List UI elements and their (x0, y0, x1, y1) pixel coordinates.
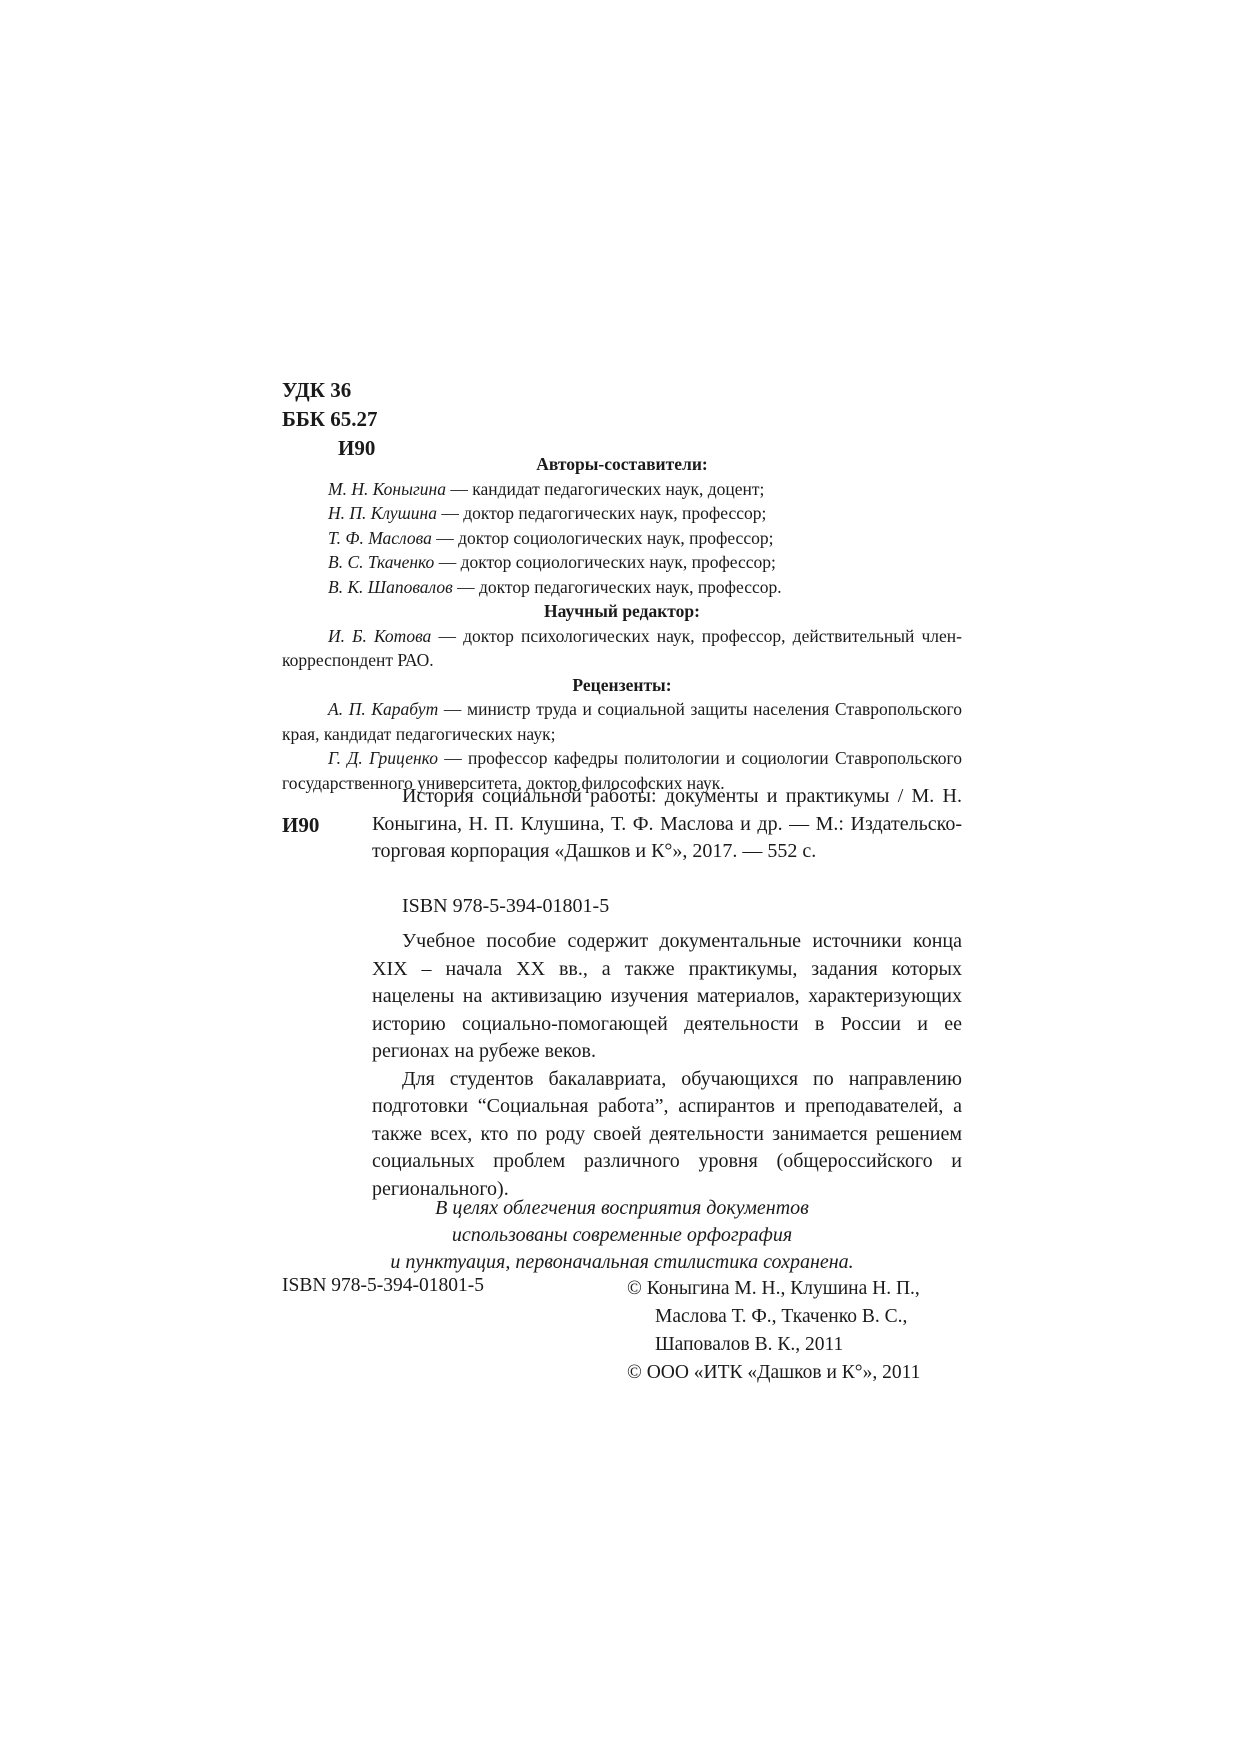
classification-codes (282, 376, 378, 463)
footer-isbn: ISBN 978-5-394-01801-5 (282, 1275, 485, 1296)
editor-name: И. Б. Котова (328, 625, 432, 646)
annotation-paragraph: Учебное пособие содержит документальные источники конца XIX – начала XX вв., а также практикумы, задания которых нацелены на активизацию изучения материалов, характеризующих историю социально-помогающей деятельности в России и ее регионах на рубеже веков. (372, 930, 962, 1062)
author-mark: И90 (338, 436, 376, 460)
reviewer-name: Г. Д. Гриценко (328, 748, 438, 768)
udk-code: УДК 36 (282, 378, 352, 402)
author-line (282, 477, 962, 502)
author-line (282, 526, 962, 551)
copyright-block (627, 1275, 920, 1387)
bibliographic-text: История социальной работы: документы и практикумы / М. Н. Коныгина, Н. П. Клушина, Т. Ф. Маслова и др. — М.: Издательско-торговая корпорация «Дашков и К°», 2017. — 552 с. (372, 785, 962, 862)
author-name: Т. Ф. Маслова (328, 527, 432, 548)
editor-heading: Научный редактор: (544, 601, 700, 621)
reviewer-desc: — профессор кафедры политологии и социологии Ставропольского государственного университета, доктор философских наук. (282, 748, 962, 793)
bbk-code: ББК 65.27 (282, 407, 378, 431)
annotation-paragraph: Для студентов бакалавриата, обучающихся по направлению подготовки “Социальная работа”, аспирантов и преподавателей, а также всех, кто по роду своей деятельности занимается решением социальных проблем различного уровня (общероссийского и регионального). (372, 1067, 962, 1200)
note-line: В целях облегчения восприятия документов (435, 1197, 809, 1219)
copyright-line: Маслова Т. Ф., Ткаченко В. С., (655, 1306, 908, 1327)
author-desc: — доктор педагогических наук, профессор. (452, 576, 782, 597)
author-line (282, 550, 962, 575)
reviewer-desc: — министр труда и социальной защиты населения Ставропольского края, кандидат педагогических наук; (282, 699, 962, 744)
note-line: и пунктуация, первоначальная стилистика сохранена. (390, 1251, 854, 1273)
reviewers-heading: Рецензенты: (572, 674, 672, 695)
author-name: В. С. Ткаченко (328, 552, 435, 572)
reviewer-line (282, 697, 962, 746)
editorial-note (282, 1195, 962, 1276)
bibliography-mark: И90 (282, 813, 320, 837)
credits-block (282, 452, 962, 795)
copyright-line: Шаповалов В. К., 2011 (655, 1334, 844, 1355)
reviewer-name: А. П. Карабут (328, 699, 439, 719)
copyright-line: © ООО «ИТК «Дашков и К°», 2011 (627, 1362, 921, 1383)
author-desc: — доктор педагогических наук, профессор; (436, 503, 767, 523)
note-line: использованы современные орфография (451, 1224, 793, 1246)
author-name: М. Н. Коныгина (328, 478, 446, 499)
author-name: Н. П. Клушина (328, 503, 437, 523)
authors-heading: Авторы-составители: (536, 454, 708, 474)
editor-desc: — доктор психологических наук, профессор, действительный член-корреспондент РАО. (282, 625, 962, 670)
author-desc: — доктор социологических наук, профессор; (434, 552, 776, 572)
author-line (282, 501, 962, 526)
author-name: В. К. Шаповалов (328, 576, 453, 597)
bibliographic-record (372, 783, 962, 866)
editor-line (282, 624, 962, 673)
annotation (372, 928, 962, 1203)
author-desc: — доктор социологических наук, профессор; (431, 527, 774, 548)
copyright-line: © Коныгина М. Н., Клушина Н. П., (627, 1278, 920, 1299)
author-line (282, 575, 962, 600)
isbn-line (372, 893, 962, 921)
author-desc: — кандидат педагогических наук, доцент; (445, 478, 765, 499)
isbn-text: ISBN 978-5-394-01801-5 (402, 895, 610, 917)
